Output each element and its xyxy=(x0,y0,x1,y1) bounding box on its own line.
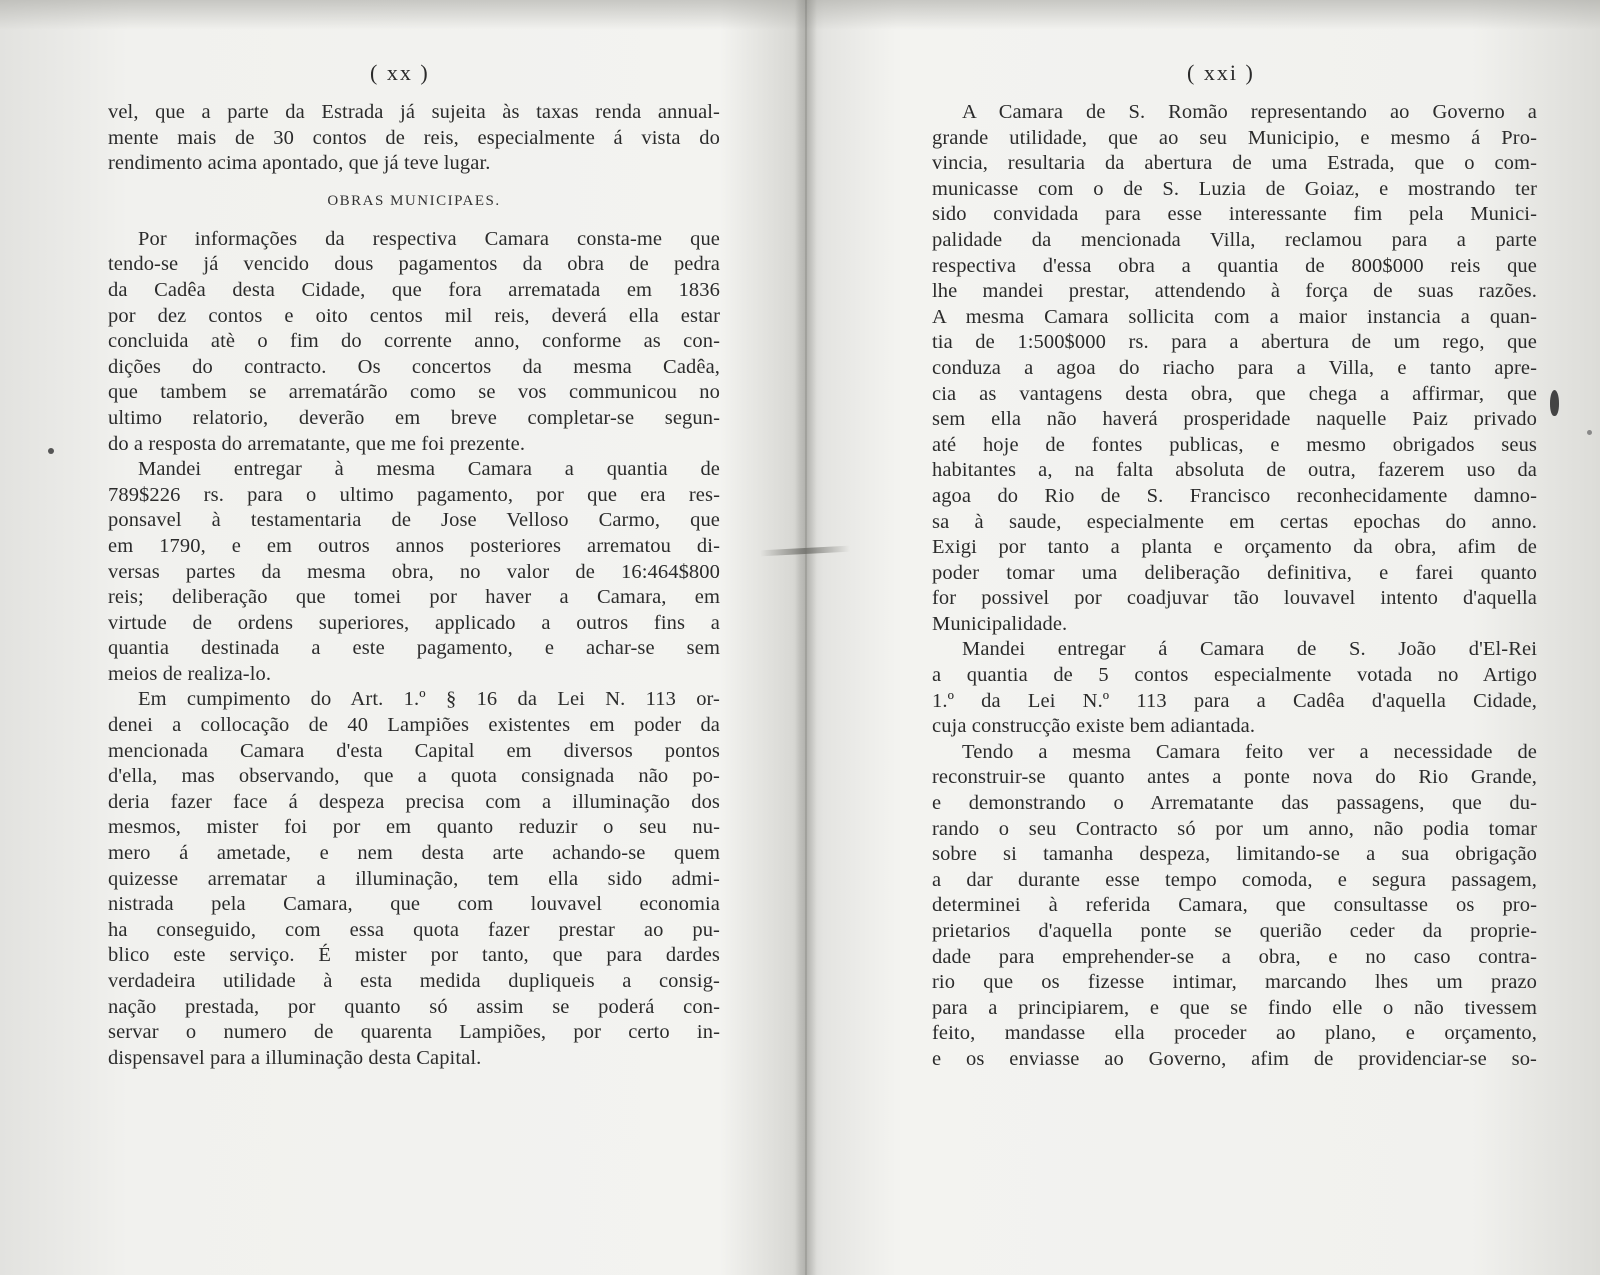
text-line: sido convidada para esse interessante fim pela Munici- xyxy=(932,203,1537,226)
text-line: grande utilidade, que ao seu Municipio, e mesmo á Pro- xyxy=(932,126,1537,149)
text-line: tia de 1:500$000 rs. para a abertura de um rego, que xyxy=(932,331,1537,354)
right-page-number: ( xxi ) xyxy=(1187,60,1255,85)
text-line: palidade da mencionada Villa, reclamou para a parte xyxy=(932,228,1537,251)
text-line: determinei à referida Camara, que consultasse os pro- xyxy=(932,894,1537,917)
text-line: concluida atè o fim do corrente anno, conforme as con- xyxy=(108,330,720,353)
text-line: d'ella, mas observando, que a quota consignada não po- xyxy=(108,765,720,788)
text-line: dições do contracto. Os concertos da mesma Cadêa, xyxy=(108,355,720,378)
text-line: lhe mandei prestar, attendendo à força de suas razões. xyxy=(932,280,1537,303)
text-line: rio que os fizesse intimar, marcando lhes um prazo xyxy=(932,971,1537,994)
text-line: sem ella não haverá prosperidade naquelle Paiz privado xyxy=(932,408,1537,431)
left-page-number: ( xx ) xyxy=(370,60,430,85)
text-line: a quantia de 5 contos especialmente votada no Artigo xyxy=(932,664,1537,687)
text-line: A Camara de S. Romão representando ao Governo a xyxy=(962,101,1537,123)
text-line: 1.º da Lei N.º 113 para a Cadêa d'aquella Cidade, xyxy=(932,689,1537,712)
left-page-text xyxy=(108,100,720,1071)
text-line: vincia, resultaria da abertura de uma Estrada, que o com- xyxy=(932,152,1537,175)
ink-spot xyxy=(48,448,54,454)
text-line: sa à saude, especialmente em certas epochas do anno. xyxy=(932,510,1537,533)
text-line: denei a collocação de 40 Lampiões existentes em poder da xyxy=(108,714,720,737)
text-line: do a resposta do arrematante, que me foi prezente. xyxy=(108,432,526,455)
text-line: Mandei entregar á Camara de S. João d'El-Rei xyxy=(962,638,1537,661)
text-line: em 1790, e em outros annos posteriores arrematou di- xyxy=(108,534,720,557)
right-page-text xyxy=(932,100,1537,1073)
book-gutter xyxy=(795,0,817,1275)
text-line: cuja construcção existe bem adiantada. xyxy=(932,715,1256,738)
text-line: poder tomar uma deliberação definitiva, e farei quanto xyxy=(932,561,1537,584)
text-line: mesmos, mister foi por em quanto reduzir o seu nu- xyxy=(108,816,720,839)
text-line: reis; deliberação que tomei por haver a Camara, em xyxy=(108,586,720,609)
text-line: for possivel por coadjuvar tão louvavel intento d'aquella xyxy=(932,587,1537,610)
text-line: e os enviasse ao Governo, afim de providenciar-se so- xyxy=(932,1047,1537,1070)
ink-smudge xyxy=(1550,390,1559,416)
text-line: Mandei entregar à mesma Camara a quantia de xyxy=(138,458,720,481)
text-line: quizesse arrematar a illuminação, tem ella sido admi- xyxy=(108,867,720,890)
text-line: da Cadêa desta Cidade, que fora arrematada em 1836 xyxy=(108,278,720,301)
text-line: rendimento acima apontado, que já teve lugar. xyxy=(108,152,491,175)
text-line: e demonstrando o Arrematante das passagens, que du- xyxy=(932,792,1537,815)
text-line: ponsavel à testamentaria de Jose Velloso Carmo, que xyxy=(108,509,720,532)
ink-spot xyxy=(1587,430,1592,435)
left-page xyxy=(0,0,795,1275)
text-line: ultimo relatorio, deverão em breve completar-se segun- xyxy=(108,406,720,429)
text-line: rando o seu Contracto só por um anno, não podia tomar xyxy=(932,817,1537,840)
text-line: 789$226 rs. para o ultimo pagamento, por que era res- xyxy=(108,483,720,506)
text-line: sobre si tamanha despeza, limitando-se a sua obrigação xyxy=(932,843,1537,866)
text-line: nação prestada, por quanto só assim se poderá con- xyxy=(108,995,720,1018)
text-line: conduza a agoa do riacho para a Villa, e tanto apre- xyxy=(932,356,1537,379)
section-heading: OBRAS MUNICIPAES. xyxy=(327,192,501,209)
text-line: para a principiarem, e que se findo elle o não tivessem xyxy=(932,996,1537,1019)
text-line: municasse com o de S. Luzia de Goiaz, e mostrando ter xyxy=(932,177,1537,200)
text-line: virtude de ordens superiores, applicado a outros fins a xyxy=(108,611,720,634)
text-line: verdadeira utilidade à esta medida dupliqueis a consig- xyxy=(108,970,720,992)
text-line: Exigi por tanto a planta e orçamento da obra, afim de xyxy=(932,536,1537,559)
right-page xyxy=(817,0,1600,1275)
text-line: Tendo a mesma Camara feito ver a necessidade de xyxy=(962,740,1537,763)
text-line: tendo-se já vencido dous pagamentos da obra de pedra xyxy=(108,253,720,276)
text-line: dade para emprehender-se a obra, e no caso contra- xyxy=(932,945,1537,968)
text-line: mente mais de 30 contos de reis, especialmente á vista do xyxy=(108,126,720,149)
text-line: cia as vantagens desta obra, que chega a affirmar, que xyxy=(932,382,1537,405)
text-line: nistrada pela Camara, que com louvavel economia xyxy=(108,893,720,916)
text-line: versas partes da mesma obra, no valor de 16:464$800 xyxy=(108,560,720,583)
text-line: a dar durante esse tempo comoda, e segura passagem, xyxy=(932,868,1537,891)
text-line: Por informações da respectiva Camara consta-me que xyxy=(138,227,720,250)
text-line: deria fazer face á despeza precisa com a illuminação dos xyxy=(108,790,720,813)
text-line: que tambem se arrematárão como se vos communicou no xyxy=(108,381,720,404)
text-line: mencionada Camara d'esta Capital em diversos pontos xyxy=(108,739,720,762)
text-line: por dez contos e oito centos mil reis, deverá ella estar xyxy=(108,304,720,327)
text-line: prietarios d'aquella ponte se querião ceder da proprie- xyxy=(932,920,1537,942)
text-line: ha conseguido, com essa quota fazer prestar ao pu- xyxy=(108,918,720,941)
text-line: vel, que a parte da Estrada já sujeita às taxas renda annual- xyxy=(108,101,720,123)
text-line: até hoje de fontes publicas, e mesmo obrigados seus xyxy=(932,433,1537,456)
text-line: A mesma Camara sollicita com a maior instancia a quan- xyxy=(932,305,1537,328)
text-line: habitantes a, na falta absoluta de outra, fazerem uso da xyxy=(932,459,1537,482)
text-line: dispensavel para a illuminação desta Capital. xyxy=(108,1046,482,1069)
text-line: servar o numero de quarenta Lampiões, por certo in- xyxy=(108,1021,720,1044)
text-line: Municipalidade. xyxy=(932,612,1068,635)
text-line: reconstruir-se quanto antes a ponte nova do Rio Grande, xyxy=(932,766,1537,789)
text-line: feito, mandasse ella proceder ao plano, e orçamento, xyxy=(932,1022,1537,1045)
text-line: mero á ametade, e nem desta arte achando-se quem xyxy=(108,842,720,865)
text-line: blico este serviço. É mister por tanto, que para dardes xyxy=(108,944,720,967)
text-line: meios de realiza-lo. xyxy=(108,662,272,685)
text-line: respectiva d'essa obra a quantia de 800$000 reis que xyxy=(932,254,1537,277)
text-line: quantia destinada a este pagamento, e achar-se sem xyxy=(108,637,720,660)
text-line: agoa do Rio de S. Francisco reconhecidamente damno- xyxy=(932,484,1537,507)
text-line: Em cumpimento do Art. 1.º § 16 da Lei N. 113 or- xyxy=(138,688,720,711)
